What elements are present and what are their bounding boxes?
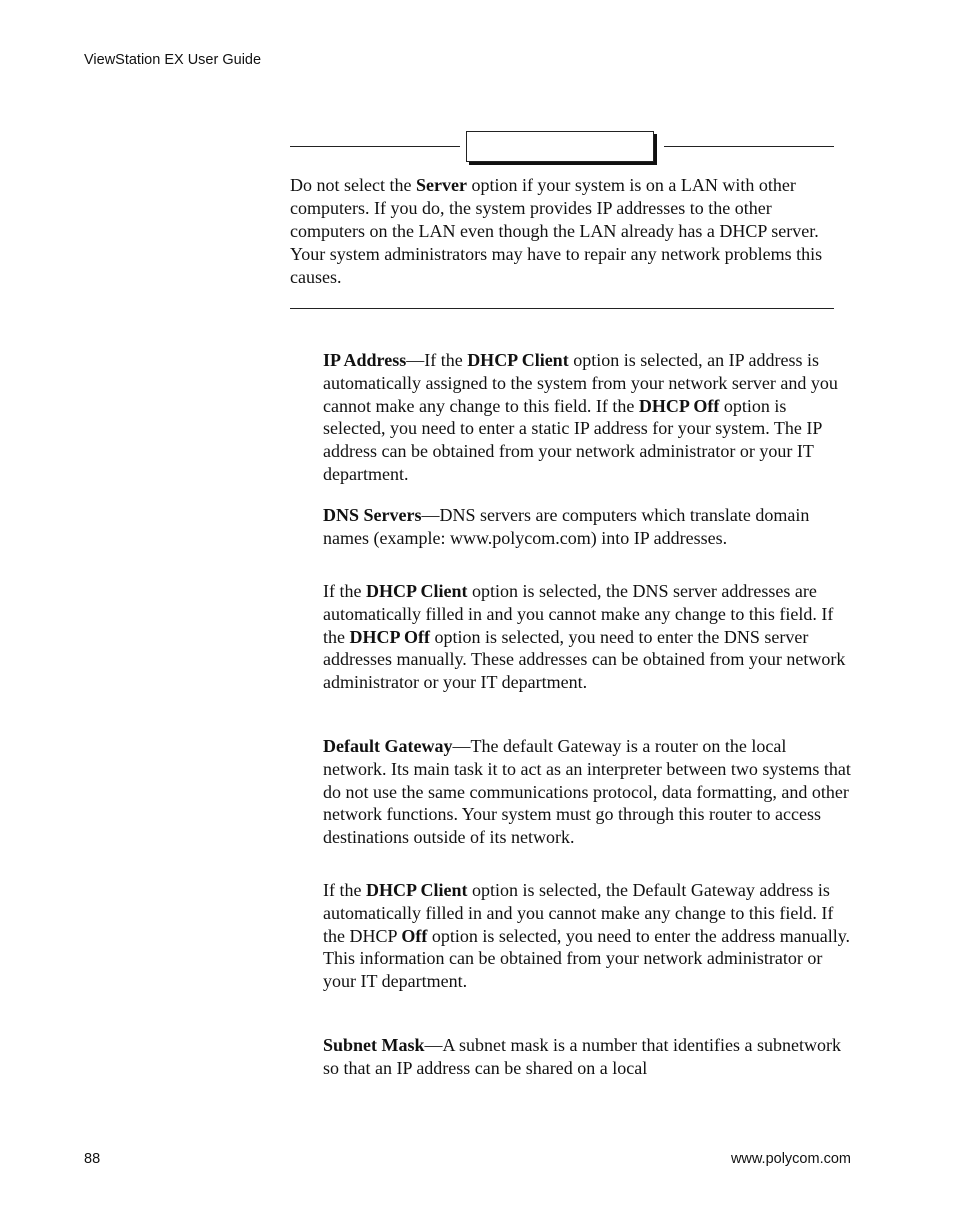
footer-url: www.polycom.com: [730, 1151, 851, 1167]
caution-note: Do not select the Server option if your system is on a LAN with other computers. If you do, the system provides IP addresses to the other computers on the LAN even though the LAN already has a DHCP server. Your system administrators may have to repair any network problems this causes.: [290, 175, 823, 287]
caution-icon-box: [466, 131, 654, 162]
caution-bottom-rule: [290, 308, 834, 309]
default-gateway-paragraph: Default Gateway—The default Gateway is a router on the local network. Its main task it to act as an interpreter between two systems that do not use the same communications protocol, data formatting, and other network functions. Your system must go through this router to access destinations outside of its network.: [323, 736, 851, 848]
running-header: ViewStation EX User Guide: [84, 52, 262, 68]
caution-rule-right: [664, 146, 834, 147]
dns-detail-paragraph: If the DHCP Client option is selected, the DNS server addresses are automatically filled in and you cannot make any change to this field. If the DHCP Off option is selected, you need to enter the DNS server addresses manually. These addresses can be obtained from your network administrator or your IT department.: [323, 581, 846, 693]
caution-rule-left: [290, 146, 460, 147]
gateway-detail-paragraph: If the DHCP Client option is selected, the Default Gateway address is automatically filled in and you cannot make any change to this field. If the DHCP Off option is selected, you need to enter the address manually. This information can be obtained from your network administrator or your IT department.: [323, 880, 851, 992]
page-number: 88: [84, 1151, 101, 1167]
subnet-mask-paragraph: Subnet Mask—A subnet mask is a number that identifies a subnetwork so that an IP address can be shared on a local: [323, 1035, 841, 1078]
dns-servers-paragraph: DNS Servers—DNS servers are computers which translate domain names (example: www.polycom.com) into IP addresses.: [323, 505, 810, 548]
ip-address-paragraph: IP Address—If the DHCP Client option is selected, an IP address is automatically assigned to the system from your network server and you cannot make any change to this field. If the DHCP Off option is selected, you need to enter a static IP address for your system. The IP address can be obtained from your network administrator or your IT department.: [323, 350, 838, 484]
